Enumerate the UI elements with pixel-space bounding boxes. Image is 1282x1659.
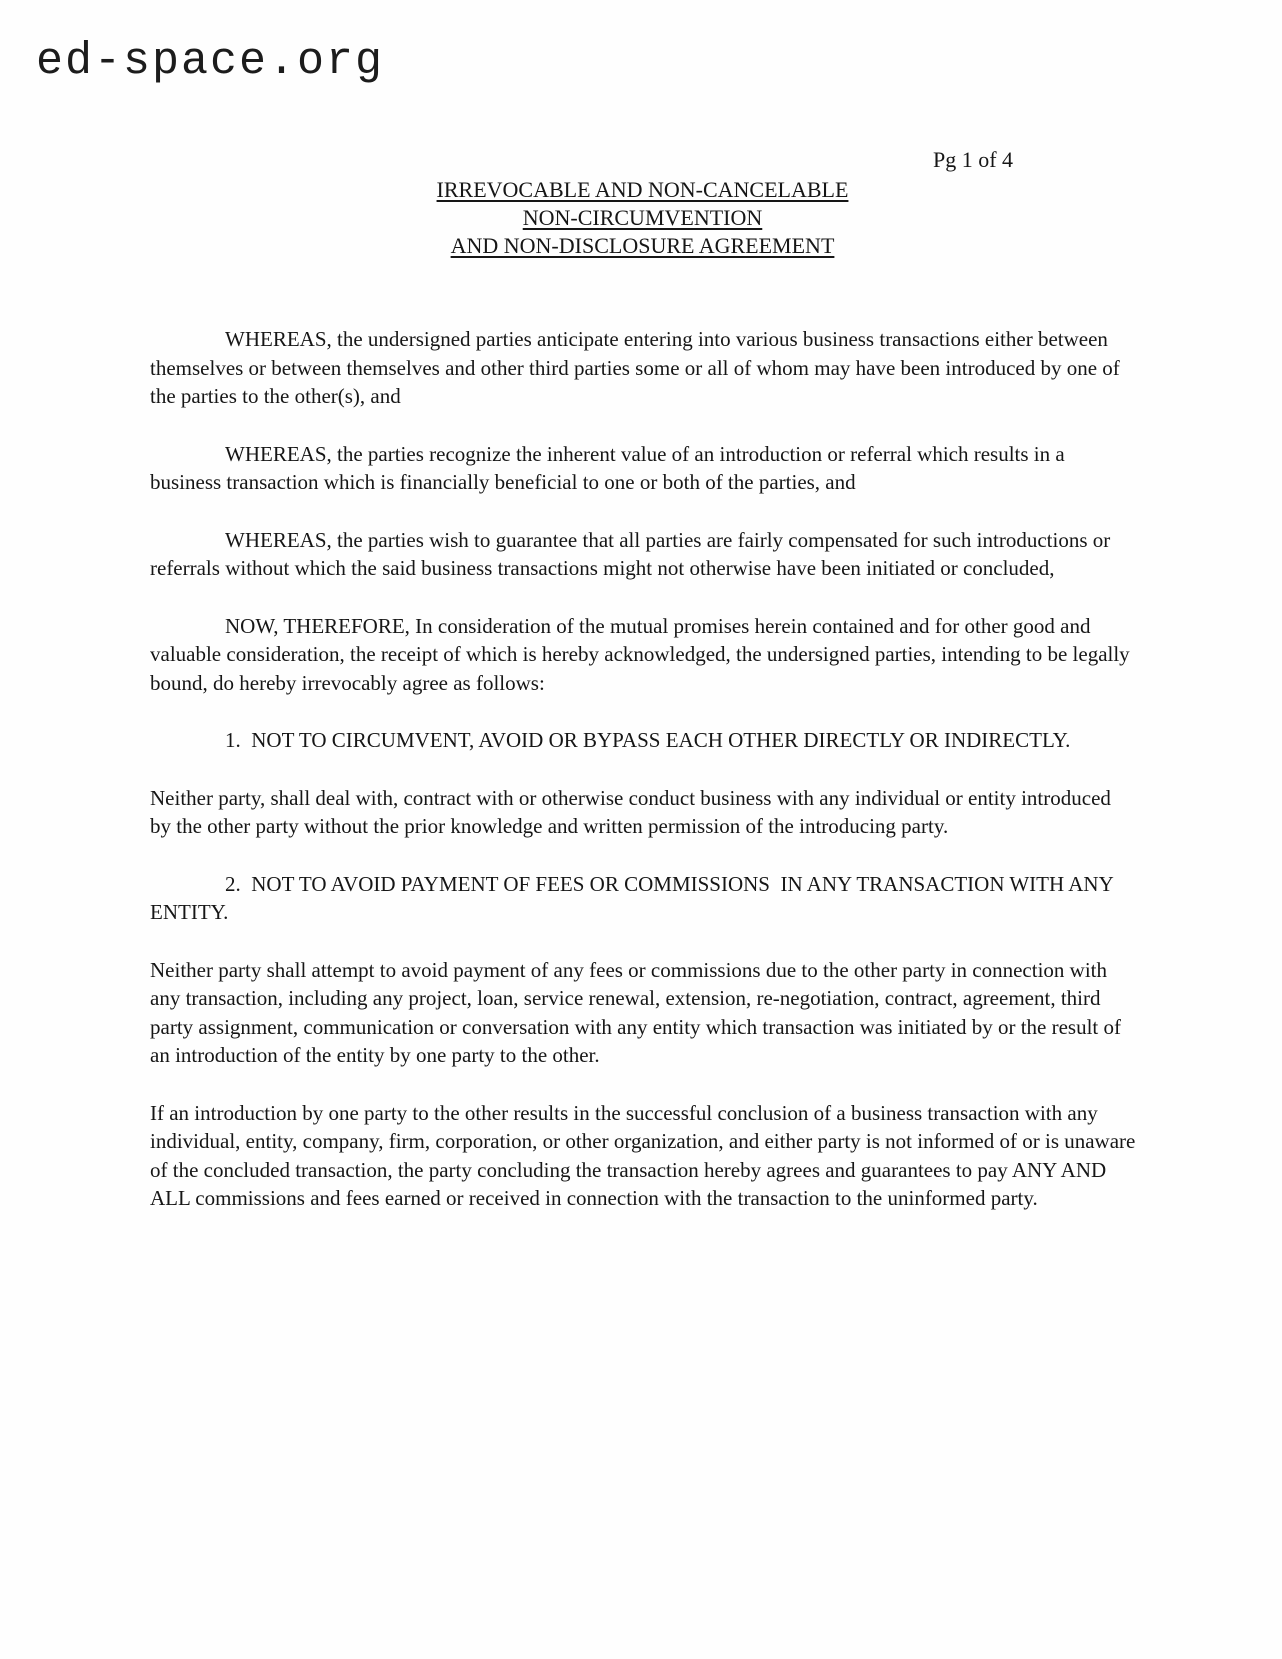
clause-2-body: Neither party shall attempt to avoid payment of any fees or commissions due to the other party in connection with any transaction, including any project, loan, service renewal, extension, re-negotiation, contract, agreement, third party assignment, communication or conversation with any entity which transaction was initiated by or the result of an introduction of the entity by one party to the other. bbox=[150, 957, 1122, 1067]
page-number-indicator: Pg 1 of 4 bbox=[933, 147, 1014, 172]
whereas-paragraph-2: WHEREAS, the parties recognize the inherent value of an introduction or referral which results in a business transaction which is financially beneficial to one or both of the parties, and bbox=[150, 441, 1065, 494]
document-title bbox=[150, 176, 1135, 260]
document-title-line-1: IRREVOCABLE AND NON-CANCELABLE bbox=[436, 177, 849, 202]
document-body bbox=[150, 325, 1136, 1242]
document-title-line-3: AND NON-DISCLOSURE AGREEMENT bbox=[450, 233, 835, 258]
clause-1-body: Neither party, shall deal with, contract with or otherwise conduct business with any individual or entity introduced by the other party without the prior knowledge and written permission of the introducing party. bbox=[150, 785, 1111, 838]
whereas-paragraph-1: WHEREAS, the undersigned parties anticipate entering into various business transactions either between themselves or between themselves and other third parties some or all of whom may have been introduced by one of the parties to the other(s), and bbox=[150, 327, 1120, 408]
clause-1-heading: 1. NOT TO CIRCUMVENT, AVOID OR BYPASS EACH OTHER DIRECTLY OR INDIRECTLY. bbox=[225, 728, 1071, 752]
whereas-paragraph-3: WHEREAS, the parties wish to guarantee that all parties are fairly compensated for such introductions or referrals without which the said business transactions might not otherwise have been initiated or concluded, bbox=[150, 527, 1111, 580]
document-title-line-2: NON-CIRCUMVENTION bbox=[522, 205, 763, 230]
site-logo: ed-space.org bbox=[36, 36, 385, 87]
now-therefore-paragraph: NOW, THEREFORE, In consideration of the mutual promises herein contained and for other good and valuable consideration, the receipt of which is hereby acknowledged, the undersigned parties, intending to be legally bound, do hereby irrevocably agree as follows: bbox=[150, 613, 1130, 695]
clause-2-body-continued: If an introduction by one party to the other results in the successful conclusion of a business transaction with any individual, entity, company, firm, corporation, or other organization, and either party is not informed of or is unaware of the concluded transaction, the party concluding the transaction hereby agrees and guarantees to pay ANY AND ALL commissions and fees earned or received in connection with the transaction to the uninformed party. bbox=[150, 1100, 1136, 1210]
clause-2-heading: 2. NOT TO AVOID PAYMENT OF FEES OR COMMISSIONS IN ANY TRANSACTION WITH ANY ENTITY. bbox=[150, 871, 1113, 924]
